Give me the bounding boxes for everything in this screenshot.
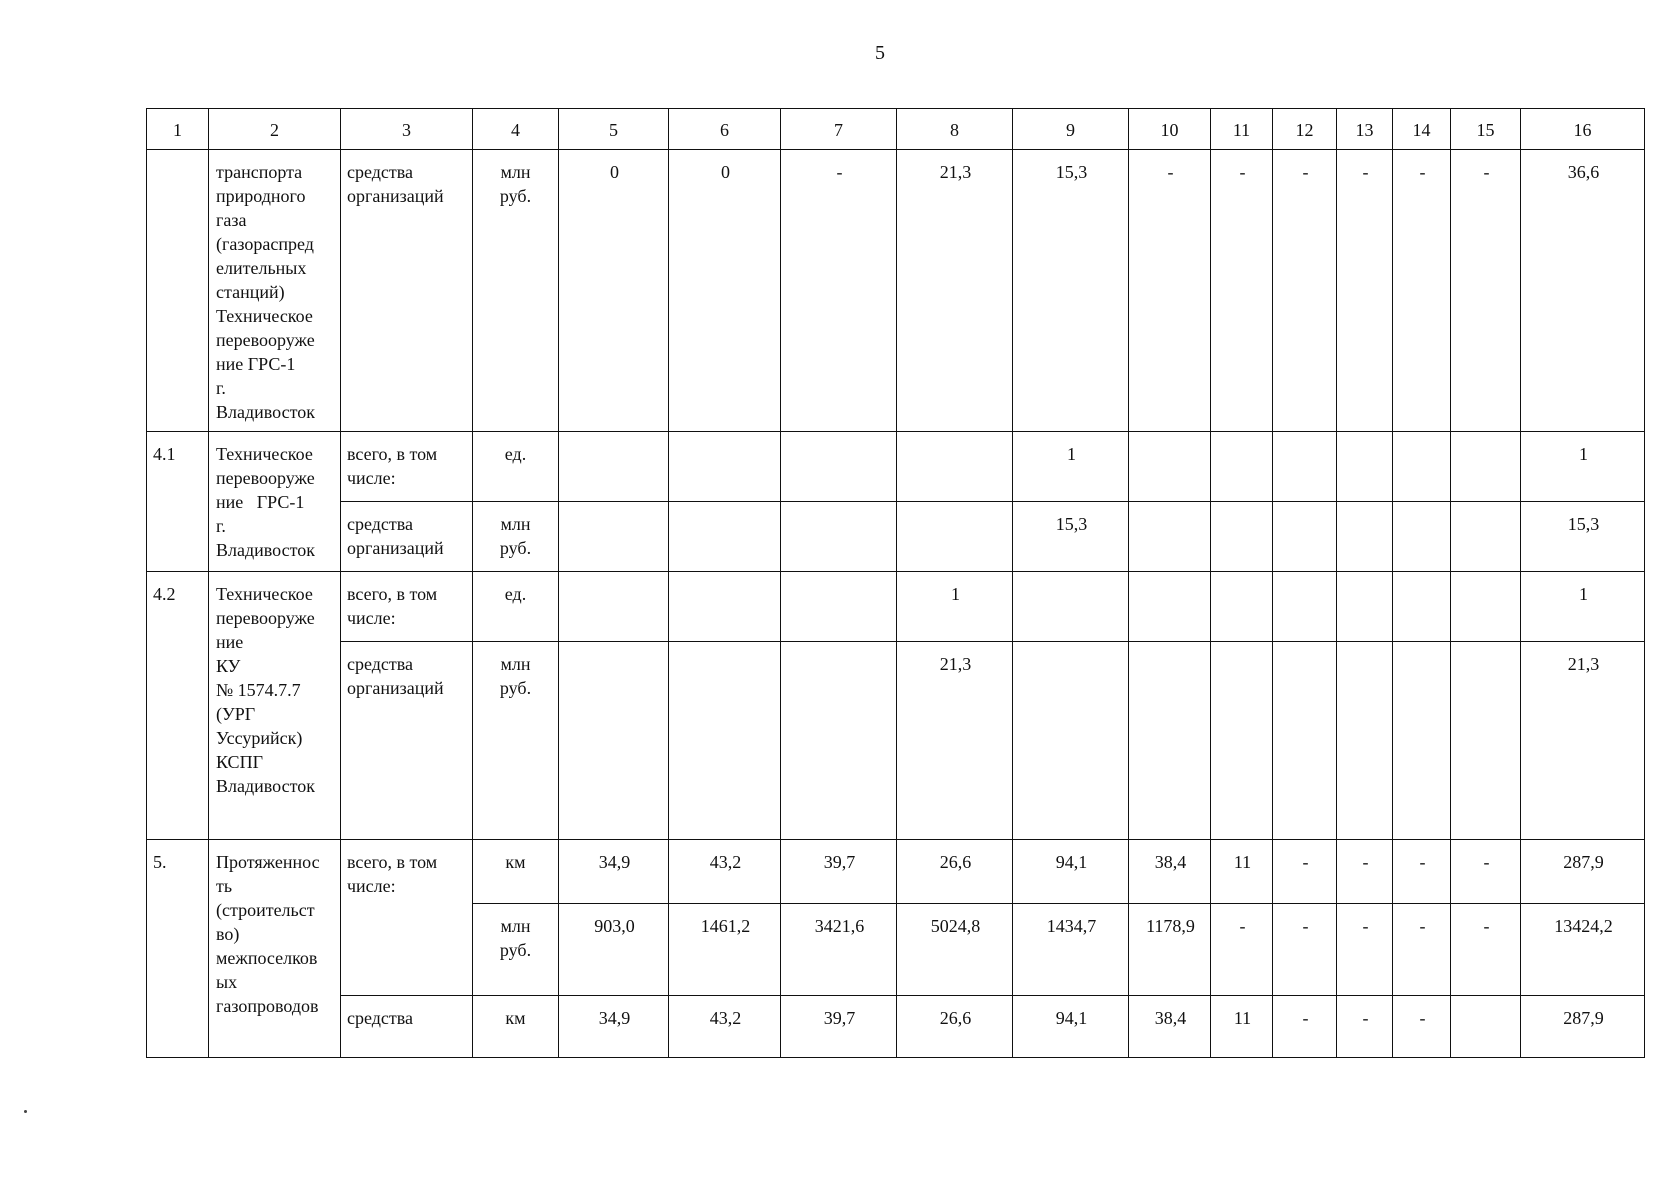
table-row [147,502,1645,572]
value-cell: - [1211,904,1273,996]
unit-line: руб. [499,186,532,206]
value-cell [1393,572,1451,642]
value-cell [1451,642,1521,840]
value-cell [1451,572,1521,642]
value-cell [1337,502,1393,572]
value-cell [1013,572,1129,642]
value-cell: 15,3 [1013,502,1129,572]
header-cell: 1 [147,109,209,150]
row-name-line: Владивосток [216,402,315,422]
funding-source [341,502,473,572]
value-cell [1393,502,1451,572]
row-name-line: перевооруже [216,608,315,628]
unit [473,502,559,572]
value-cell: 39,7 [781,996,897,1058]
value-cell [1393,432,1451,502]
unit-line: млн [500,654,531,674]
value-cell: 903,0 [559,904,669,996]
unit-line: руб. [499,940,532,960]
value-cell: - [1393,840,1451,904]
value-cell: 1178,9 [1129,904,1211,996]
row-name-line: КСПГ [216,752,263,772]
value-cell: 5024,8 [897,904,1013,996]
value-cell: 287,9 [1521,996,1645,1058]
row-name-line: станций) [216,282,285,302]
funding-source-line: средства [347,654,414,674]
table-row [147,432,1645,502]
row-number: 4.2 [147,572,209,840]
value-cell [1451,502,1521,572]
funding-source [341,432,473,502]
value-cell [559,572,669,642]
funding-source-line: числе: [347,468,396,488]
row-name-line: г. [216,516,226,536]
value-cell: 1 [1013,432,1129,502]
funding-source-line: всего, в том [347,444,438,464]
unit [473,642,559,840]
value-cell [1211,642,1273,840]
row-name-line: ть [216,876,233,896]
funding-source-line: средства [347,162,414,182]
value-cell [781,572,897,642]
header-cell: 8 [897,109,1013,150]
header-cell: 10 [1129,109,1211,150]
value-cell: - [781,150,897,432]
funding-source-line: числе: [347,876,396,896]
value-cell [559,432,669,502]
value-cell [1013,642,1129,840]
value-cell: 21,3 [1521,642,1645,840]
value-cell [1211,572,1273,642]
value-cell: 1461,2 [669,904,781,996]
value-cell [669,502,781,572]
value-cell: 0 [669,150,781,432]
value-cell: 1 [1521,432,1645,502]
row-name-line: Владивосток [216,540,315,560]
header-cell: 11 [1211,109,1273,150]
row-name-line: природного [216,186,306,206]
value-cell: 1434,7 [1013,904,1129,996]
value-cell [1273,572,1337,642]
value-cell: - [1393,904,1451,996]
funding-source-line: организаций [347,186,444,206]
header-cell: 9 [1013,109,1129,150]
unit-line: руб. [499,538,532,558]
row-name-line: газа [216,210,247,230]
funding-source [341,150,473,432]
row-name [209,150,341,432]
header-cell: 14 [1393,109,1451,150]
data-table [146,108,1645,1058]
value-cell: 26,6 [897,996,1013,1058]
unit: ед. [473,432,559,502]
row-name-line: Владивосток [216,776,315,796]
unit: км [473,996,559,1058]
value-cell [1211,432,1273,502]
value-cell [1273,432,1337,502]
funding-source [341,572,473,642]
unit-line: млн [500,514,531,534]
row-name-line: во) [216,924,240,944]
row-name-line: елительных [216,258,307,278]
row-name-line: КУ [216,656,241,676]
row-name [209,572,341,840]
unit [473,150,559,432]
value-cell: - [1337,996,1393,1058]
row-name-line: газопроводов [216,996,319,1016]
header-cell: 16 [1521,109,1645,150]
value-cell: 94,1 [1013,996,1129,1058]
value-cell [781,502,897,572]
header-cell: 3 [341,109,473,150]
value-cell [1129,502,1211,572]
row-name-line: транспорта [216,162,303,182]
funding-source-line: всего, в том [347,584,438,604]
value-cell: 15,3 [1013,150,1129,432]
row-name-line: межпоселков [216,948,318,968]
value-cell: - [1337,904,1393,996]
unit-line: млн [500,162,531,182]
row-name-line: Техническое [216,306,313,326]
value-cell: - [1129,150,1211,432]
row-number: 4.1 [147,432,209,572]
value-cell: 34,9 [559,840,669,904]
row-name-line: Протяженнос [216,852,320,872]
value-cell [1451,996,1521,1058]
value-cell [1273,502,1337,572]
value-cell: 39,7 [781,840,897,904]
value-cell [1337,432,1393,502]
value-cell [1129,432,1211,502]
table-row [147,996,1645,1058]
value-cell [559,642,669,840]
value-cell [1337,642,1393,840]
value-cell: 1 [897,572,1013,642]
value-cell: - [1273,996,1337,1058]
value-cell: 0 [559,150,669,432]
value-cell: 36,6 [1521,150,1645,432]
unit: ед. [473,572,559,642]
value-cell: - [1451,840,1521,904]
value-cell: 21,3 [897,642,1013,840]
header-cell: 13 [1337,109,1393,150]
row-name-line: перевооруже [216,330,315,350]
funding-source-line: организаций [347,538,444,558]
value-cell: 11 [1211,840,1273,904]
row-name-line: ние ГРС-1 [216,492,305,512]
value-cell [669,642,781,840]
header-cell: 5 [559,109,669,150]
value-cell: - [1451,150,1521,432]
value-cell: - [1273,840,1337,904]
value-cell: 43,2 [669,840,781,904]
header-cell: 15 [1451,109,1521,150]
funding-source [341,642,473,840]
header-row [147,109,1645,150]
row-name-line: № 1574.7.7 [216,680,301,700]
value-cell [669,432,781,502]
value-cell [781,642,897,840]
table-row [147,572,1645,642]
value-cell [897,432,1013,502]
row-number: 5. [147,840,209,1058]
unit: км [473,840,559,904]
table-row [147,840,1645,904]
value-cell: - [1337,150,1393,432]
row-name-line: Уссурийск) [216,728,303,748]
value-cell [1129,572,1211,642]
row-name-line: г. [216,378,226,398]
row-number [147,150,209,432]
value-cell: - [1273,904,1337,996]
scan-dot [24,1110,27,1113]
value-cell [897,502,1013,572]
funding-source-line: всего, в том [347,852,438,872]
table-row [147,642,1645,840]
value-cell: 287,9 [1521,840,1645,904]
header-cell: 2 [209,109,341,150]
header-cell: 6 [669,109,781,150]
row-name-line: Техническое [216,444,313,464]
value-cell [781,432,897,502]
value-cell [1337,572,1393,642]
page-number: 5 [875,42,885,64]
row-name-line: перевооруже [216,468,315,488]
value-cell [1451,432,1521,502]
row-name-line: ние ГРС-1 [216,354,296,374]
unit-line: руб. [499,678,532,698]
row-name-line: Техническое [216,584,313,604]
value-cell: 11 [1211,996,1273,1058]
value-cell: - [1211,150,1273,432]
unit-line: млн [500,916,531,936]
value-cell [1211,502,1273,572]
value-cell: 13424,2 [1521,904,1645,996]
value-cell: 1 [1521,572,1645,642]
value-cell: - [1273,150,1337,432]
header-cell: 4 [473,109,559,150]
value-cell: 43,2 [669,996,781,1058]
funding-source [341,840,473,996]
value-cell [1273,642,1337,840]
value-cell: 3421,6 [781,904,897,996]
value-cell: 21,3 [897,150,1013,432]
value-cell [559,502,669,572]
row-name-line: ние [216,632,244,652]
header-cell: 12 [1273,109,1337,150]
unit [473,904,559,996]
value-cell [1129,642,1211,840]
value-cell: - [1337,840,1393,904]
row-name [209,840,341,1058]
value-cell: 34,9 [559,996,669,1058]
value-cell: - [1451,904,1521,996]
row-name-line: (УРГ [216,704,256,724]
funding-source: средства [341,996,473,1058]
value-cell [669,572,781,642]
value-cell: 26,6 [897,840,1013,904]
value-cell: 15,3 [1521,502,1645,572]
funding-source-line: организаций [347,678,444,698]
header-cell: 7 [781,109,897,150]
value-cell: - [1393,996,1451,1058]
row-name-line: ых [216,972,238,992]
value-cell: 38,4 [1129,840,1211,904]
row-name-line: (газораспред [216,234,314,254]
row-name-line: (строительст [216,900,315,920]
funding-source-line: средства [347,514,414,534]
value-cell: 94,1 [1013,840,1129,904]
value-cell: - [1393,150,1451,432]
value-cell [1393,642,1451,840]
row-name [209,432,341,572]
table-row [147,150,1645,432]
funding-source-line: числе: [347,608,396,628]
value-cell: 38,4 [1129,996,1211,1058]
